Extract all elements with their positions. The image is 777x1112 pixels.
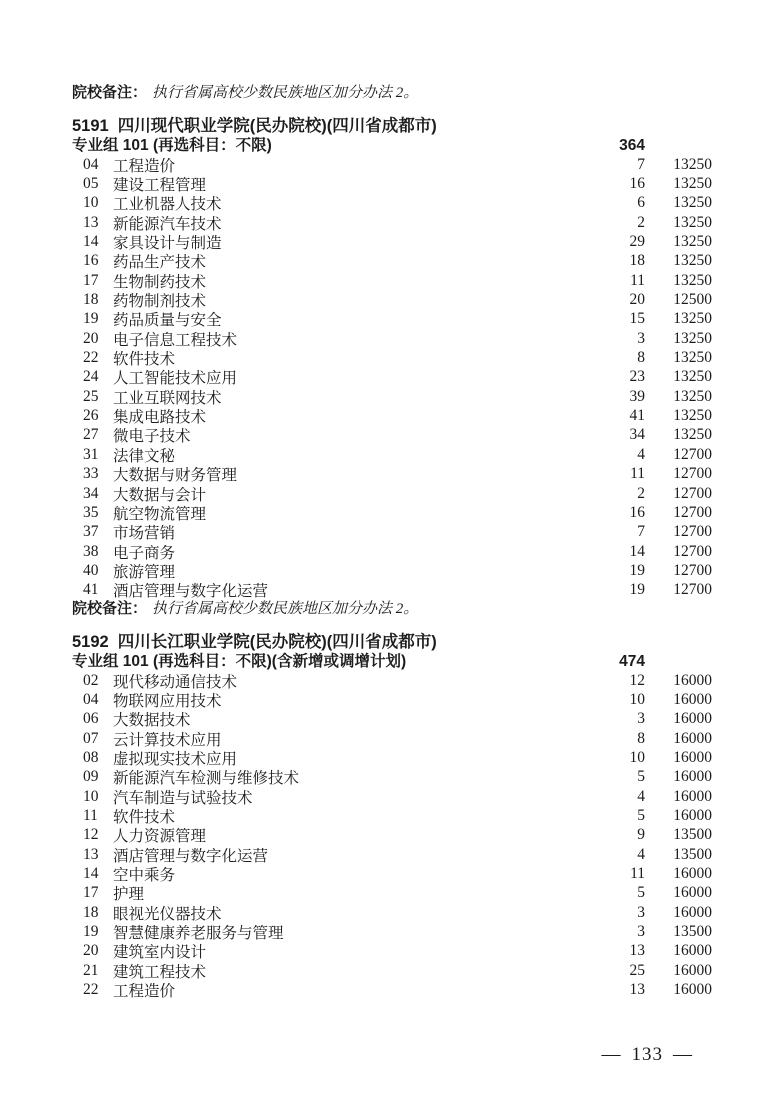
- major-code: 10: [83, 787, 99, 805]
- major-row: [72, 729, 712, 748]
- school-header: [72, 116, 712, 136]
- major-group-label: 专业组 101 (再选科目：不限)(含新增或调增计划): [72, 652, 407, 670]
- major-tuition-fee: 12700: [673, 484, 712, 502]
- major-code: 27: [83, 426, 99, 444]
- major-plan-count: 16: [629, 175, 645, 193]
- major-code: 18: [83, 903, 99, 921]
- major-plan-count: 6: [637, 194, 645, 212]
- major-code: 22: [83, 981, 99, 999]
- major-tuition-fee: 12500: [673, 291, 712, 309]
- major-plan-count: 19: [629, 581, 645, 599]
- major-group-total: 474: [619, 652, 645, 670]
- major-name: 航空物流管理: [113, 505, 207, 523]
- major-tuition-fee: 13250: [673, 310, 712, 328]
- major-tuition-fee: 12700: [673, 561, 712, 579]
- major-group-label: 专业组 101 (再选科目：不限): [72, 137, 272, 154]
- major-tuition-fee: 13250: [673, 349, 712, 367]
- major-row: [72, 503, 712, 522]
- major-row: [72, 826, 712, 845]
- major-row: [72, 194, 712, 213]
- major-name: 汽车制造与试验技术: [113, 789, 253, 807]
- major-code: 12: [83, 826, 99, 844]
- major-code: 18: [83, 291, 99, 309]
- major-plan-count: 11: [630, 271, 645, 289]
- page-number-value: 133: [631, 1044, 663, 1065]
- major-tuition-fee: 16000: [673, 787, 712, 805]
- major-name: 药物制剂技术: [113, 293, 207, 311]
- major-name: 法律文秘: [113, 447, 176, 465]
- major-code: 06: [83, 710, 99, 728]
- major-code: 37: [83, 523, 99, 541]
- school-note-top: [72, 84, 712, 102]
- major-plan-count: 9: [637, 826, 645, 844]
- school-section-5191: [72, 116, 712, 618]
- school-note: [72, 600, 712, 618]
- major-tuition-fee: 16000: [673, 690, 712, 708]
- major-plan-count: 4: [637, 787, 645, 805]
- major-plan-count: 10: [629, 748, 645, 766]
- major-plan-count: 3: [637, 903, 645, 921]
- major-plan-count: 2: [637, 484, 645, 502]
- major-plan-count: 11: [630, 465, 645, 483]
- school-code: 5191: [72, 117, 109, 135]
- major-tuition-fee: 13500: [673, 845, 712, 863]
- major-row: [72, 348, 712, 367]
- major-row: [72, 561, 712, 580]
- major-name: 微电子技术: [113, 428, 191, 446]
- major-tuition-fee: 16000: [673, 981, 712, 999]
- major-row: [72, 922, 712, 941]
- major-plan-count: 8: [637, 349, 645, 367]
- major-name: 药品生产技术: [113, 254, 207, 272]
- major-name: 工业机器人技术: [113, 196, 222, 214]
- major-name: 虚拟现实技术应用: [113, 750, 238, 768]
- major-plan-count: 15: [629, 310, 645, 328]
- major-row: [72, 426, 712, 445]
- major-row: [72, 710, 712, 729]
- school-name: 四川现代职业学院(民办院校)(四川省成都市): [117, 117, 437, 135]
- major-name: 物联网应用技术: [113, 692, 222, 710]
- major-name: 大数据与会计: [113, 486, 207, 504]
- major-tuition-fee: 12700: [673, 581, 712, 599]
- major-code: 33: [83, 465, 99, 483]
- major-name: 建设工程管理: [113, 177, 207, 195]
- page-content: [72, 84, 712, 1000]
- major-tuition-fee: 13250: [673, 194, 712, 212]
- major-tuition-fee: 16000: [673, 768, 712, 786]
- major-code: 08: [83, 748, 99, 766]
- major-name: 护理: [113, 886, 145, 904]
- major-plan-count: 5: [637, 884, 645, 902]
- major-tuition-fee: 13500: [673, 826, 712, 844]
- major-code: 17: [83, 271, 99, 289]
- major-plan-count: 10: [629, 690, 645, 708]
- major-plan-count: 41: [629, 407, 645, 425]
- major-tuition-fee: 13250: [673, 407, 712, 425]
- major-row: [72, 884, 712, 903]
- school-section-5192: [72, 632, 712, 1000]
- major-plan-count: 34: [629, 426, 645, 444]
- major-tuition-fee: 13250: [673, 213, 712, 231]
- major-name: 建筑室内设计: [113, 944, 207, 962]
- major-row: [72, 290, 712, 309]
- major-code: 14: [83, 233, 99, 251]
- major-plan-count: 11: [630, 865, 645, 883]
- major-plan-count: 8: [637, 729, 645, 747]
- note-text: 执行省属高校少数民族地区加分办法 2。: [152, 85, 419, 101]
- major-row: [72, 174, 712, 193]
- major-plan-count: 25: [629, 961, 645, 979]
- major-tuition-fee: 16000: [673, 806, 712, 824]
- major-plan-count: 4: [637, 845, 645, 863]
- major-name: 现代移动通信技术: [113, 673, 238, 691]
- page-number-dash-right: —: [673, 1044, 693, 1065]
- major-tuition-fee: 16000: [673, 671, 712, 689]
- major-tuition-fee: 12700: [673, 465, 712, 483]
- major-name: 软件技术: [113, 351, 176, 369]
- major-name: 集成电路技术: [113, 409, 207, 427]
- major-tuition-fee: 16000: [673, 942, 712, 960]
- major-row: [72, 961, 712, 980]
- school-header: [72, 632, 712, 652]
- major-code: 21: [83, 961, 99, 979]
- major-row: [72, 980, 712, 999]
- major-row: [72, 213, 712, 232]
- major-plan-count: 3: [637, 329, 645, 347]
- major-rows: [72, 671, 712, 1000]
- major-code: 26: [83, 407, 99, 425]
- major-code: 14: [83, 865, 99, 883]
- major-code: 35: [83, 503, 99, 521]
- major-row: [72, 271, 712, 290]
- major-row: [72, 484, 712, 503]
- major-name: 工程造价: [113, 157, 176, 175]
- major-row: [72, 768, 712, 787]
- major-plan-count: 4: [637, 445, 645, 463]
- major-tuition-fee: 13250: [673, 426, 712, 444]
- major-row: [72, 406, 712, 425]
- major-plan-count: 23: [629, 368, 645, 386]
- major-row: [72, 806, 712, 825]
- major-tuition-fee: 16000: [673, 884, 712, 902]
- note-label: 院校备注：: [72, 84, 148, 101]
- major-name: 云计算技术应用: [113, 731, 222, 749]
- major-row: [72, 690, 712, 709]
- major-name: 电子信息工程技术: [113, 331, 238, 349]
- major-name: 眼视光仪器技术: [113, 905, 222, 923]
- major-row: [72, 845, 712, 864]
- school-name: 四川长江职业学院(民办院校)(四川省成都市): [117, 632, 437, 651]
- major-plan-count: 12: [629, 671, 645, 689]
- major-rows: [72, 155, 712, 600]
- major-plan-count: 16: [629, 503, 645, 521]
- major-code: 05: [83, 175, 99, 193]
- major-name: 工程造价: [113, 983, 176, 1001]
- major-code: 13: [83, 213, 99, 231]
- major-tuition-fee: 13250: [673, 387, 712, 405]
- major-row: [72, 252, 712, 271]
- major-code: 20: [83, 329, 99, 347]
- major-row: [72, 329, 712, 348]
- major-code: 04: [83, 155, 99, 173]
- major-tuition-fee: 16000: [673, 865, 712, 883]
- major-code: 02: [83, 671, 99, 689]
- major-code: 22: [83, 349, 99, 367]
- major-plan-count: 14: [629, 542, 645, 560]
- major-tuition-fee: 13250: [673, 175, 712, 193]
- major-name: 药品质量与安全: [113, 312, 222, 330]
- major-plan-count: 2: [637, 213, 645, 231]
- major-tuition-fee: 13250: [673, 271, 712, 289]
- major-plan-count: 13: [629, 942, 645, 960]
- major-name: 电子商务: [113, 544, 176, 562]
- major-name: 人力资源管理: [113, 828, 207, 846]
- major-tuition-fee: 16000: [673, 710, 712, 728]
- major-code: 17: [83, 884, 99, 902]
- major-code: 10: [83, 194, 99, 212]
- major-name: 软件技术: [113, 808, 176, 826]
- major-plan-count: 5: [637, 768, 645, 786]
- major-row: [72, 542, 712, 561]
- note-text: 执行省属高校少数民族地区加分办法 2。: [152, 600, 419, 617]
- major-code: 25: [83, 387, 99, 405]
- major-row: [72, 310, 712, 329]
- major-name: 智慧健康养老服务与管理: [113, 925, 284, 943]
- major-code: 07: [83, 729, 99, 747]
- note-label: 院校备注：: [72, 599, 148, 617]
- major-name: 生物制药技术: [113, 273, 207, 291]
- major-code: 38: [83, 542, 99, 560]
- major-name: 大数据与财务管理: [113, 467, 238, 485]
- major-row: [72, 387, 712, 406]
- major-code: 24: [83, 368, 99, 386]
- major-tuition-fee: 13250: [673, 233, 712, 251]
- major-name: 旅游管理: [113, 563, 176, 581]
- major-code: 13: [83, 845, 99, 863]
- major-plan-count: 18: [629, 252, 645, 270]
- major-name: 建筑工程技术: [113, 963, 207, 981]
- major-row: [72, 445, 712, 464]
- major-row: [72, 787, 712, 806]
- major-tuition-fee: 12700: [673, 445, 712, 463]
- major-name: 人工智能技术应用: [113, 370, 238, 388]
- major-tuition-fee: 13250: [673, 368, 712, 386]
- major-code: 34: [83, 484, 99, 502]
- major-tuition-fee: 13500: [673, 923, 712, 941]
- major-row: [72, 232, 712, 251]
- major-tuition-fee: 13250: [673, 252, 712, 270]
- major-plan-count: 19: [629, 561, 645, 579]
- major-plan-count: 7: [637, 523, 645, 541]
- major-tuition-fee: 16000: [673, 748, 712, 766]
- major-name: 家具设计与制造: [113, 235, 222, 253]
- major-name: 市场营销: [113, 525, 176, 543]
- major-group-total: 364: [619, 137, 645, 154]
- major-plan-count: 29: [629, 233, 645, 251]
- page-number: [592, 1044, 704, 1066]
- major-row: [72, 523, 712, 542]
- major-row: [72, 671, 712, 690]
- major-plan-count: 7: [637, 155, 645, 173]
- major-code: 41: [83, 581, 99, 599]
- major-name: 酒店管理与数字化运营: [113, 583, 269, 601]
- major-tuition-fee: 13250: [673, 155, 712, 173]
- major-name: 新能源汽车技术: [113, 215, 222, 233]
- major-row: [72, 581, 712, 600]
- major-code: 11: [83, 806, 98, 824]
- major-row: [72, 748, 712, 767]
- major-plan-count: 3: [637, 923, 645, 941]
- school-code: 5192: [72, 632, 109, 651]
- major-group-header: [72, 136, 712, 155]
- major-code: 19: [83, 310, 99, 328]
- major-name: 空中乘务: [113, 867, 176, 885]
- major-code: 04: [83, 690, 99, 708]
- major-code: 19: [83, 923, 99, 941]
- major-name: 新能源汽车检测与维修技术: [113, 770, 300, 788]
- major-tuition-fee: 16000: [673, 903, 712, 921]
- major-row: [72, 465, 712, 484]
- major-name: 工业互联网技术: [113, 389, 222, 407]
- major-tuition-fee: 16000: [673, 961, 712, 979]
- page-number-dash-left: —: [601, 1044, 622, 1065]
- major-row: [72, 942, 712, 961]
- major-code: 40: [83, 561, 99, 579]
- major-code: 09: [83, 768, 99, 786]
- major-plan-count: 20: [629, 291, 645, 309]
- major-name: 酒店管理与数字化运营: [113, 847, 269, 865]
- major-plan-count: 5: [637, 806, 645, 824]
- major-plan-count: 39: [629, 387, 645, 405]
- major-row: [72, 155, 712, 174]
- major-plan-count: 13: [629, 981, 645, 999]
- major-tuition-fee: 12700: [673, 523, 712, 541]
- major-row: [72, 368, 712, 387]
- major-row: [72, 864, 712, 883]
- major-tuition-fee: 12700: [673, 503, 712, 521]
- major-group-header: [72, 652, 712, 671]
- major-code: 16: [83, 252, 99, 270]
- major-row: [72, 903, 712, 922]
- major-code: 31: [83, 445, 99, 463]
- major-name: 大数据技术: [113, 712, 191, 730]
- major-tuition-fee: 12700: [673, 542, 712, 560]
- major-plan-count: 3: [637, 710, 645, 728]
- major-tuition-fee: 13250: [673, 329, 712, 347]
- major-tuition-fee: 16000: [673, 729, 712, 747]
- major-code: 20: [83, 942, 99, 960]
